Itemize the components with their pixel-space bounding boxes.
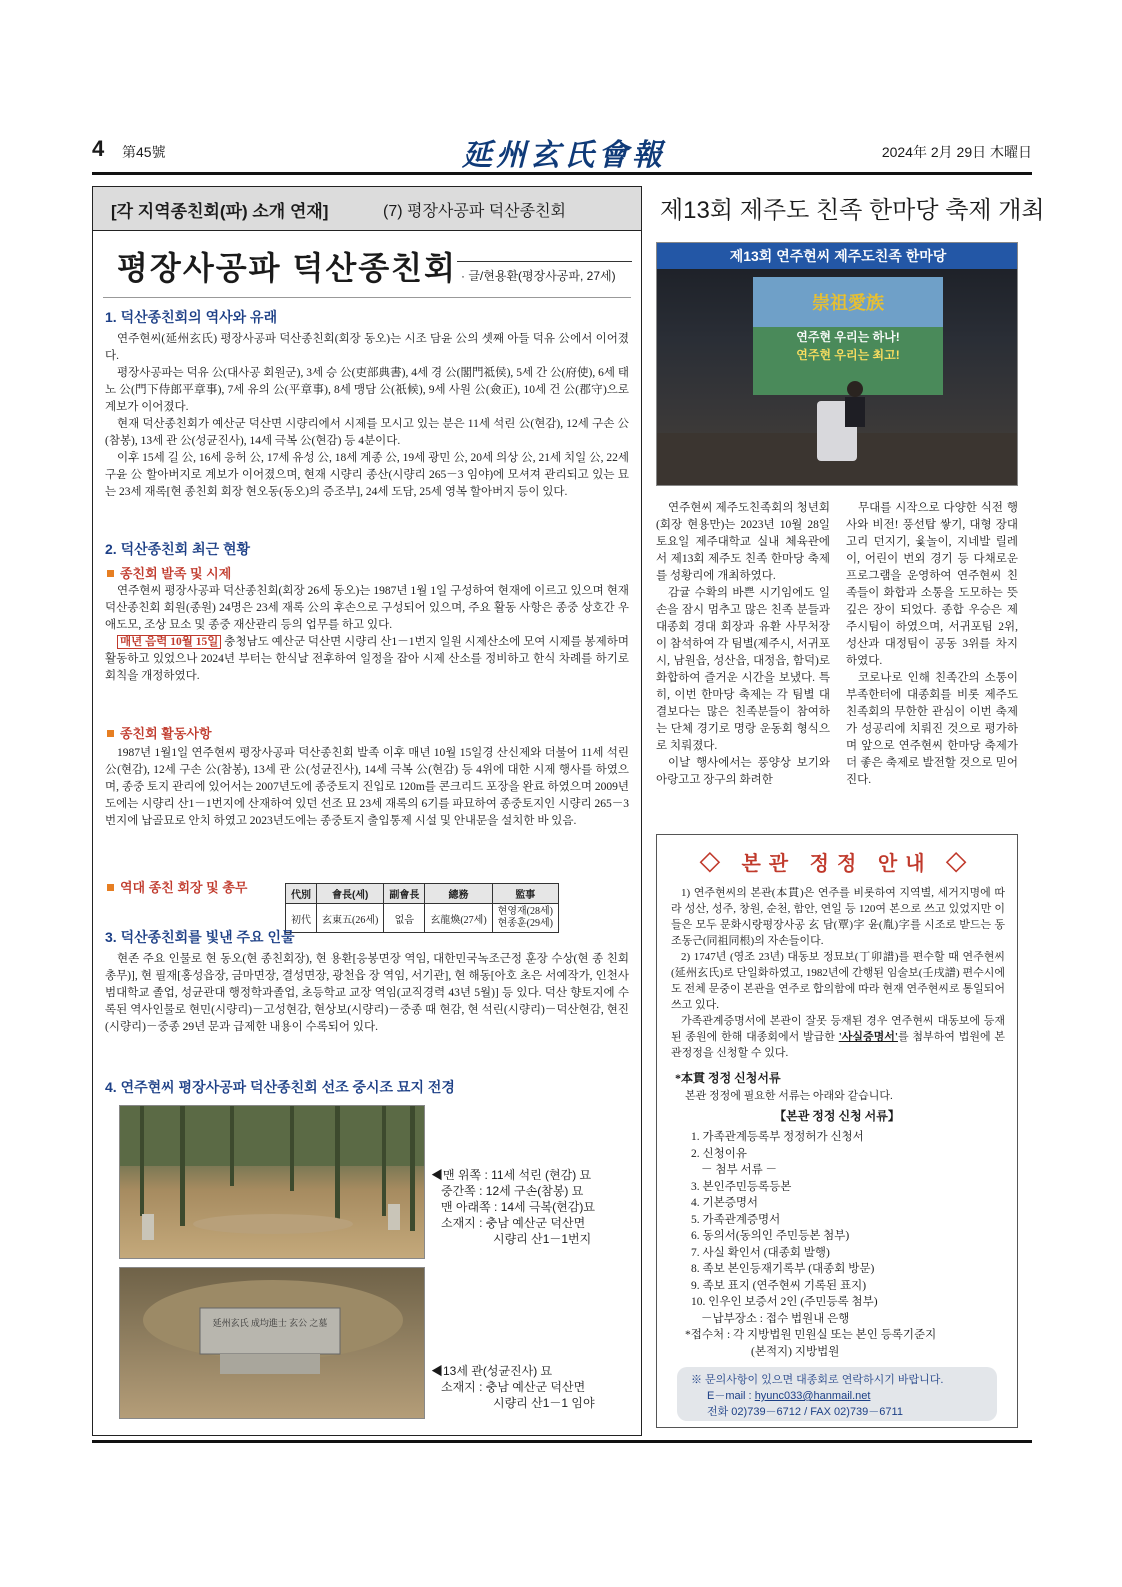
paragraph: 현존 주요 인물로 현 동오(현 종친회장), 현 용환[응봉면장 역임, 대한민국녹조근정 훈장 수상(현 종 친회 총무)], 현 필재[홍성읍장, 금마면장, 결성면장, 광천읍 장 역임, 서기관], 현 해동[아호 초은 서예작가, 인천사범대학교 졸업, 성균관대 행정학과졸업, 초등학교 교장 역임(교직경력 43년 5월)] 등 있다. 덕산 향토지에 수록된 역사인물로 현민(시량리)－고성현감, 현상보(시량리)－중종 때 현감, 현 석린(시량리)－덕산현감, 현진(시량리)－중종 29년 문과 급제한 내용이 수록되어 있다. (105, 953, 629, 1033)
section-2-body-a (105, 583, 629, 685)
series-label: [각 지역종친회(파) 소개 연재] (111, 202, 329, 221)
right-article-col-1 (656, 500, 830, 789)
series-bar (93, 187, 641, 231)
table-header: 代別 (286, 884, 317, 904)
section-4-heading: 4. 연주현씨 평장사공파 덕산종친회 선조 중시조 묘지 전경 (105, 1079, 455, 1095)
article-title: 평장사공파 덕산종친회 (117, 250, 458, 286)
table-header: 總務 (425, 884, 492, 904)
subheading-text: 종친회 발족 및 시제 (120, 566, 232, 581)
paragraph: 현재 덕산종친회가 예산군 덕산면 시량리에서 시제를 모시고 있는 분은 11세 석린 公(현감), 12세 구손 公(참봉), 13세 관 公(성균진사), 14세 극복 公(현감) 등 4분이다. (105, 418, 629, 447)
certificate-link: '사실증명서' (838, 1031, 898, 1043)
officers-table (285, 883, 559, 933)
paragraph-text: 가족관계증명서에 본관이 잘못 등재된 경우 연주현씨 대동보에 등재된 종원에 한해 대종회에서 발급한 (671, 1015, 1005, 1043)
paragraph: 2) 1747년 (영조 23년) 대동보 정묘보(丁卯譜)를 편수할 때 연주현씨(延州玄氏)로 단일화하였고, 1982년에 간행된 임술보(壬戌譜) 편수시에도 전체 문중이 본관을 연주로 합의함에 따라 현재 연주현씨로 통일되어 쓰고 있다. (671, 951, 1005, 1011)
list-item: 10. 인우인 보증서 2인 (주민등록 첨부) (691, 1296, 878, 1308)
page-number: 4 (92, 136, 105, 161)
grave-photo-bottom (119, 1267, 425, 1419)
header-rule (92, 172, 1032, 175)
auditor-2: 현종훈(29세) (497, 918, 553, 929)
table-cell: 玄東五(26세) (317, 904, 384, 933)
notice-box (656, 834, 1018, 1428)
issue-number: 第45號 (122, 144, 166, 160)
right-article-title: 제13회 제주도 친족 한마당 축제 개최 (660, 197, 1045, 224)
section-2-body-b (105, 745, 629, 830)
list-item: 7. 사실 확인서 (대종회 발행) (691, 1246, 830, 1259)
paragraph-highlighted (105, 634, 629, 685)
caption-line: 시량리 산1－1 임야 (493, 1396, 595, 1410)
list-item: 5. 가족관계증명서 (691, 1213, 781, 1226)
list-item: －납부장소 : 접수 법원내 은행 (701, 1312, 850, 1325)
paragraph: 연주현씨(延州玄氏) 평장사공파 덕산종친회(회장 동오)는 시조 담윤 公의 셋째 아들 덕유 公에서 이어졌다. (105, 333, 629, 362)
caption-line: ◀맨 위쪽 : 11세 석린 (현감) 묘 (431, 1168, 592, 1182)
paragraph: 이후 15세 길 公, 16세 응허 公, 17세 유성 公, 18세 계종 公, 19세 광민 公, 20세 의상 公, 21세 치일 公, 22세 구윤 公 할아버지로 계보가 이어졌으며, 현재 시량리 종산(시량리 265－3 임야)에 모셔져 관리되고 있는 묘는 23세 재록[현 종친회 회장 현오동(동오)의 증조부], 24세 도담, 25세 영복 할아버지 등이 있다. (105, 452, 629, 498)
list-item: 6. 동의서(동의인 주민등본 첨부) (691, 1230, 850, 1242)
section-3-body (105, 951, 629, 1036)
list-item: *접수처 : 각 지방법원 민원실 또는 본인 등록기준지 (685, 1329, 937, 1341)
screen-slogan-2: 연주현 우리는 최고! (796, 348, 900, 362)
paragraph: 이날 행사에서는 풍양상 보기와 아랑고고 장구의 화려한 (656, 757, 830, 786)
caption-line: 맨 아래쪽 : 14세 극복(현감)묘 (441, 1200, 595, 1214)
paragraph: 1987년 1월1일 연주현씨 평장사공파 덕산종친회 발족 이후 매년 10월 15일경 산신제와 더불어 11세 석린 公(현감), 12세 구손 公(참봉), 13세 관 公(성균진사), 14세 극복 公(현감) 등 4위에 대한 시제 행사를 하였으며, 종중 토지 관리에 있어서는 2007년도에 종중토지 진입로 120m를 콘크리드 포장을 완료 하였으며 2009년도에는 시량리 산1－1번지에 산재하여 있던 선조 묘 23세 재록의 6기를 파묘하여 종중토지인 시량리 265－3번지에 납골묘로 안치 하였고 2023년도에는 종중토지 출입통제 시설 및 안내문을 설치한 바 있음. (105, 747, 629, 827)
auditor-1: 현영재(28세) (497, 906, 553, 917)
docs-list-title: 【본관 정정 신청 서류】 (774, 1109, 900, 1123)
docs-heading: *本貫 정정 신청서류 (675, 1071, 781, 1085)
section-1-body (105, 331, 629, 501)
screen-heading: 崇祖愛族 (812, 293, 884, 314)
list-item: 2. 신청이유 (691, 1147, 747, 1160)
title-rule (103, 297, 631, 298)
list-item: 1. 가족관계등록부 정정허가 신청서 (691, 1131, 864, 1143)
table-cell: 없음 (384, 904, 425, 933)
paragraph: 무대를 시작으로 다양한 식전 행사와 비전! 풍선탑 쌓기, 대형 장대 고리 던지기, 윷놀이, 지네발 릴레이, 어린이 번외 경기 등 다채로운 프로그램을 운영하여 연주현씨 친족들이 화합과 소통을 도모하는 뜻깊은 장이 되었다. 종합 우승은 제주시팀이 하였으며, 서귀포팀 2위, 성산과 대정팀이 공동 3위를 차지하였다. (846, 502, 1018, 667)
notice-title: ◇ 본관 정정 안내 ◇ (699, 853, 975, 875)
list-item: － 첨부 서류 － (701, 1164, 778, 1176)
grave-caption-bottom (431, 1363, 631, 1411)
docs-list (685, 1129, 1001, 1360)
table-header-row (286, 884, 559, 904)
list-item: 3. 본인주민등록등본 (691, 1180, 792, 1193)
table-header: 副會長 (384, 884, 425, 904)
right-article-col-2 (846, 500, 1018, 789)
list-item: 4. 기본증명서 (691, 1197, 759, 1209)
paragraph: 평장사공파는 덕유 公(대사공 회원군), 3세 승 公(吏部典書), 4세 경 公(閣門祗侯), 5세 간 公(府使), 6세 태노 公(門下侍郎平章事), 7세 유의 公(平章事), 8세 맹담 公(祇候), 9세 사원 公(僉正), 10세 건 公(郡守)으로 계보가 이어졌다. (105, 367, 629, 413)
festival-photo (656, 242, 1018, 486)
table-header: 監事 (492, 884, 558, 904)
square-bullet-icon (107, 730, 114, 737)
contact-email-row (707, 1387, 870, 1403)
screen-slogan-1: 연주현 우리는 하나! (796, 330, 900, 344)
caption-line: 시량리 산1－1번지 (493, 1232, 592, 1246)
caption-line: 소재지 : 충남 예산군 덕산면 (441, 1216, 586, 1230)
grave-caption-top (431, 1167, 631, 1247)
table-header: 會長(세) (317, 884, 384, 904)
paragraph-text: 를 첨부하여 법원에 본관정정을 신청할 수 있다. (671, 1031, 1005, 1059)
paragraph: 연주현씨 제주도친족회의 청년회(회장 현용만)는 2023년 10월 28일 토요일 제주대학교 실내 체육관에서 제13회 제주도 친족 한마당 축제를 성황리에 개최하였다. (656, 502, 830, 582)
table-cell: 初代 (286, 904, 317, 933)
contact-box (677, 1367, 997, 1421)
section-2-heading: 2. 덕산종친회 최근 현황 (105, 541, 251, 557)
caption-line: 중간쪽 : 12세 구손(참봉) 묘 (441, 1184, 584, 1198)
grave-photo-top (119, 1105, 425, 1259)
subheading-text: 종친회 활동사항 (120, 726, 212, 741)
highlight-date: 매년 음력 10월 15일 (117, 635, 221, 649)
left-article (92, 186, 642, 1436)
square-bullet-icon (107, 570, 114, 577)
section-1-heading: 1. 덕산종친회의 역사와 유래 (105, 309, 278, 325)
docs-intro: 본관 정정에 필요한 서류는 아래와 같습니다. (685, 1090, 893, 1102)
email-label: E－mail : (707, 1390, 755, 1402)
list-item: 9. 족보 표지 (연주현씨 기록된 표지) (691, 1279, 867, 1292)
stone-inscription: 延州玄氏 成均進士 玄公 之墓 (212, 1318, 328, 1328)
contact-note: ※ 문의사항이 있으면 대종회로 연락하시기 바랍니다. (691, 1374, 944, 1386)
page-header (92, 128, 1032, 172)
caption-line: 소재지 : 충남 예산군 덕산면 (441, 1380, 586, 1394)
paragraph: 1) 연주현씨의 본관(本貫)은 연주를 비롯하여 지역별, 세거지명에 따라 성산, 성주, 창원, 순천, 함안, 연일 등 120여 본으로 쓰고 있었지만 이들은 모두 문화시랑평장사공 玄 담(覃)字 윤(胤)字를 시조로 받드는 동조동근(同祖同根)의 자손들이다. (671, 887, 1005, 947)
paragraph: 코로나로 인해 친족간의 소통이 부족한터에 대종회를 비롯 제주도 친족회의 무한한 관심이 이번 축제가 성공리에 치뤄진 것으로 평가하며 앞으로 연주현씨 한마당 축제가 더 좋은 축제로 발전할 것으로 믿어진다. (846, 672, 1018, 786)
section-3-heading: 3. 덕산종친회를 빛낸 주요 인물 (105, 929, 295, 945)
gravestone-illustration (120, 1268, 425, 1419)
banner-text: 제13회 연주현씨 제주도친족 한마당 (729, 248, 947, 264)
subheading-officers (107, 877, 247, 896)
byline-rule (457, 261, 632, 262)
subheading-activities (107, 723, 212, 742)
table-cell-auditors (492, 904, 558, 933)
table-cell: 玄龍煥(27세) (425, 904, 492, 933)
subheading-founding (107, 563, 231, 582)
subheading-text: 역대 종친 회장 및 총무 (120, 880, 248, 895)
list-item: (본적지) 지방법원 (751, 1345, 840, 1358)
paragraph-text: 충청남도 예산군 덕산면 시량리 산1－1번지 일원 시제산소에 모여 시제를 봉제하며 활동하고 있었으나 2024년 부터는 한식날 전후하여 일정을 잡아 시제 산소를 정비하고 한식 차례를 하기로 회칙을 개정하였다. (105, 636, 629, 682)
issue-date: 2024年 2月 29日 木曜日 (881, 144, 1032, 160)
paragraph: 감귤 수확의 바쁜 시기임에도 일손을 잠시 멈추고 많은 친족 분들과 대종회 경대 회장과 유환 사무처장이 참석하여 각 팀별(제주시, 서귀포시, 남원읍, 성산읍, 대정읍, 함덕)로 화합하여 즐거운 시간을 보냈다. 특히, 이번 한마당 축제는 각 팀별 대결보다는 많은 친족분들이 참여하는 단체 경기로 명랑 운동회 형식으로 치뤄졌다. (656, 587, 830, 752)
caption-line: ◀13세 관(성균진사) 묘 (431, 1364, 553, 1378)
paragraph (671, 1013, 1005, 1061)
contact-phone: 전화 02)739－6712 / FAX 02)739－6711 (707, 1406, 903, 1418)
paragraph: 연주현씨 평장사공파 덕산종친회(회장 26세 동오)는 1987년 1월 1일 구성하여 현재에 이르고 있으며 현재 덕산종친회 회원(종원) 24명은 23세 재록 公의 후손으로 구성되어 있으며, 주요 활동 사항은 종중 상호간 우애도모, 조상 묘소 및 종중 재산관리 등의 업무를 하고 있다. (105, 585, 629, 631)
square-bullet-icon (107, 884, 114, 891)
email-link[interactable]: hyunc033@hanmail.net (754, 1390, 871, 1402)
festival-stage-illustration (657, 243, 1018, 486)
forest-grave-illustration (120, 1106, 425, 1259)
notice-body (671, 885, 1005, 1061)
list-item: 8. 족보 본인등재기록부 (대종회 방문) (691, 1263, 875, 1275)
table-row (286, 904, 559, 933)
masthead: 延州玄氏會報 (462, 139, 666, 172)
footer-rule (92, 1440, 1032, 1443)
byline: · 글/현용환(평장사공파, 27세) (461, 269, 616, 283)
series-subtitle: (7) 평장사공파 덕산종친회 (383, 203, 567, 220)
